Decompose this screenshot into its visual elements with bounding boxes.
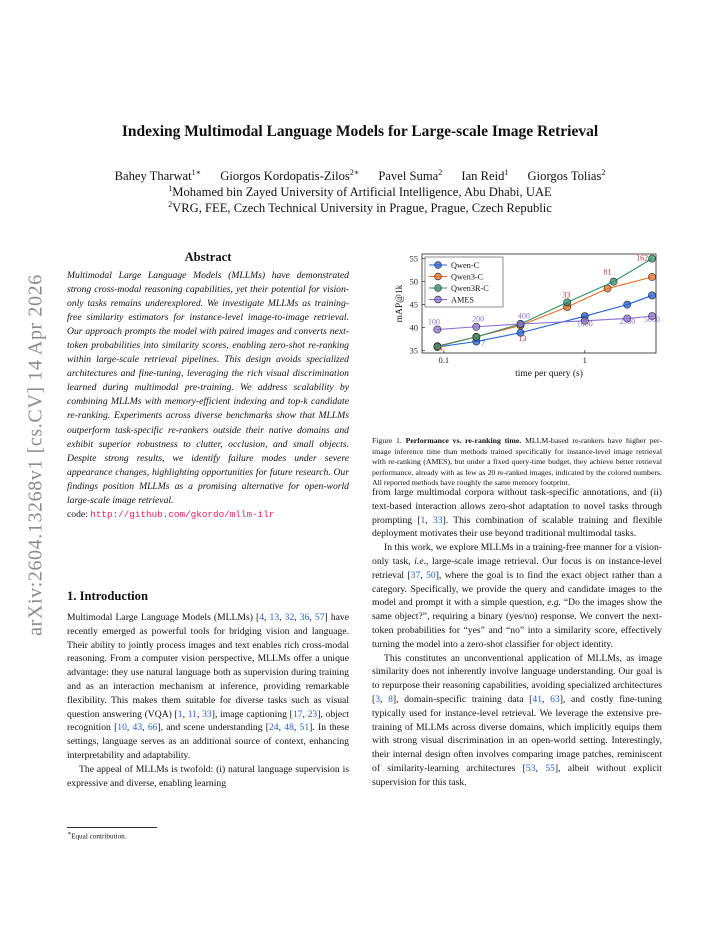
footnote-rule [67,827,157,828]
citation-link[interactable]: 50 [426,569,436,581]
data-point [648,255,655,262]
data-label: 4 [438,344,443,354]
legend-entry: Qwen3-C [451,272,484,282]
data-label: 7 [481,339,486,349]
data-point [648,292,655,299]
affiliation-2: $^2$VRG, FEE, Czech Technical University in Prague, Prague, Czech Republic [168,200,552,216]
x-tick-label: 1 [582,355,587,365]
right-column-text [372,486,662,790]
data-label: 200 [472,314,485,324]
author: Pavel Suma$^2$ [378,168,443,184]
paragraph: from large multimodal corpora without task-specific annotations, and (ii) text-based interaction allows zero-shot adaptation to novel tasks through prompting [1, 33]. This combination of scalable training and flexible deployment motivates their use beyond traditional multimodal tasks. [372,487,662,540]
citation-link[interactable]: 53 [525,762,536,774]
paper-title: Indexing Multimodal Language Models for Large-scale Image Retrieval [121,123,599,140]
citation-link[interactable]: 13 [269,612,280,623]
citation-link[interactable]: 66 [147,722,158,734]
data-label: 1000 [576,319,593,329]
legend-entry: Qwen-C [451,261,480,270]
citation-link[interactable]: 51 [299,722,310,734]
legend-marker [435,285,442,292]
section-heading-introduction: 1. Introduction [67,589,148,603]
citation-link[interactable]: 8 [388,693,393,705]
code-link[interactable]: http://github.com/gkordo/mllm-ilr [90,508,275,520]
data-point [624,301,631,308]
citation-link[interactable]: 1 [420,514,426,526]
citation-link[interactable]: 33 [432,514,443,526]
author-list [0,168,720,184]
paragraph: In this work, we explore MLLMs in a training-free manner for a vision-only task, i.e., large-scale image retrieval. Our focus is on instance-level retrieval [37, 50], where the goal is to find the exact object rather than a category. Specifically, we provide the query and candidate images to the model and prompt it with a simple question, e.g. “Do the images show the same object?”, requiring a binary (yes/no) response. We convert the next-token probabilities for “yes” and “no” into a similarity score, effectively turning the model into a zero-shot classifier for object identity. [372,542,663,650]
y-tick-label: 40 [409,322,418,333]
data-label: 400 [517,311,530,321]
y-tick-label: 35 [409,345,418,356]
y-tick-label: 55 [409,253,418,264]
footnote: ∗Equal contribution. [67,831,127,841]
citation-link[interactable]: 41 [532,693,543,705]
arxiv-identifier: arXiv:2604.13268v1 [cs.CV] 14 Apr 2026 [24,274,47,636]
data-label: 100 [427,317,440,327]
y-axis-label: mAP@1k [395,284,405,323]
citation-link[interactable]: 4 [259,612,265,623]
x-axis-label: time per query (s) [515,369,583,379]
citation-link[interactable]: 32 [284,612,295,623]
data-label: 81 [603,267,612,277]
legend-entry: AMES [451,295,475,305]
data-label: 5000 [644,315,661,325]
introduction-text [67,611,349,790]
data-point [610,278,617,285]
citation-link[interactable]: 10 [117,722,127,734]
legend-marker [435,296,442,303]
figure-1 [372,248,662,443]
performance-chart [372,248,662,443]
data-point [564,299,571,306]
data-label: 162 [636,253,649,263]
data-label: 13 [518,334,527,344]
figure-caption: Figure 1. Performance vs. re-ranking time. MLLM-based re-rankers have higher per-image inference time than methods trained specifically for instance-level image retrieval with re-ranking (AMES), but under a fixed query-time budget, they achieve better retrieval performance, already with as few as 20 re-ranked images, indicated by the colored numbers. All reported methods have roughly the same memory footprint. [372,436,663,488]
paragraph: Multimodal Large Language Models (MLLMs) [4, 13, 32, 36, 57] have recently emerged as powerful tools for bridging vision and language. Their ability to jointly process images and text enables rich cross-modal reasoning. From a computer vision perspective, MLLMs offer a unique advantage: they use natural language both as supervision during training and as an interaction mechanism at inference, providing remarkable flexibility. This makes them suitable for diverse tasks such as visual question answering (VQA) [1, 11, 33], image captioning [17, 23], object recognition [10, 43, 66], and scene understanding [24, 48, 51]. In these settings, language serves as an additional source of context, enhancing interpretability and adaptability. [67,612,350,761]
citation-link[interactable]: 1 [177,708,183,720]
citation-link[interactable]: 37 [410,569,421,581]
y-tick-label: 45 [409,299,418,310]
abstract-body: Multimodal Large Language Models (MLLMs) have demonstrated strong cross-modal reasoning capabilities, yet their potential for vision-only tasks remains underexplored. We investigate MLLMs as training-free similarity estimators for instance-level image-to-image retrieval. Our approach prompts the model with paired images and converts next-token probabilities into similarity scores, enabling zero-shot re-ranking within large-scale retrieval pipelines. This design avoids specialized architectures and fine-tuning, leveraging the rich visual discrimination learned during multimodal pre-training. We address scalability by combining MLLMs with memory-efficient indexing and top-k candidate re-ranking. Experiments across diverse benchmarks show that MLLMs outperform task-specific re-rankers outside their native domains and exhibit superior robustness to clutter, occlusion, and small objects. Despite strong results, we identify failure modes under severe appearance changes, highlighting opportunities for future research. Our findings position MLLMs as a promising alternative for open-world large-scale image retrieval. code: http://github.com/gkordo/mllm-ilr [67,270,349,520]
data-label: 2500 [619,316,636,326]
x-tick-label: 0.1 [438,355,450,365]
legend-marker [435,262,442,269]
citation-link[interactable]: 17 [292,708,303,720]
citation-link[interactable]: 55 [545,762,555,774]
citation-link[interactable]: 36 [299,612,310,623]
data-point [473,333,480,340]
data-point [434,326,441,333]
citation-link[interactable]: 33 [202,708,212,720]
abstract-heading: Abstract [184,250,232,264]
data-label: 33 [562,290,571,300]
affiliation-1: $^1$Mohamed bin Zayed University of Artificial Intelligence, Abu Dhabi, UAE [168,184,552,200]
data-point [473,323,480,330]
legend-entry: Qwen3R-C [451,284,489,293]
citation-link[interactable]: 63 [550,693,560,705]
author: Ian Reid$^1$ [461,168,509,184]
citation-link[interactable]: 57 [314,612,325,623]
citation-link[interactable]: 48 [284,722,294,734]
citation-link[interactable]: 23 [307,708,318,720]
paragraph: This constitutes an unconventional application of MLLMs, as image similarity does not inherently involve language understanding. Our goal is to repurpose their reasoning capabilities, avoiding specialized architectures [3, 8], domain-specific training data [41, 63], and costly fine-tuning typically used for instance-level retrieval. We leverage the extensive pre-training of MLLMs across diverse domains, which implicitly equips them with strong visual discrimination in an open-world setting. Interestingly, their internal design often involves comparing image patches, reminiscent of similarity-learning architectures [53, 55], albeit without explicit supervision for this task. [372,652,662,788]
paragraph: The appeal of MLLMs is twofold: (i) natural language supervision is expressive and diverse, enabling learning [67,763,349,789]
author: Giorgos Kordopatis-Zilos$^{2∗}$ [220,168,360,184]
citation-link[interactable]: 43 [132,722,143,734]
legend-marker [435,273,442,280]
data-point [648,273,655,280]
data-point [517,320,524,327]
y-tick-label: 50 [409,276,418,287]
author: Giorgos Tolias$^2$ [527,168,606,184]
citation-link[interactable]: 3 [375,693,381,705]
author: Bahey Tharwat$^{1∗}$ [114,168,202,184]
citation-link[interactable]: 24 [268,722,279,734]
citation-link[interactable]: 11 [187,708,197,720]
